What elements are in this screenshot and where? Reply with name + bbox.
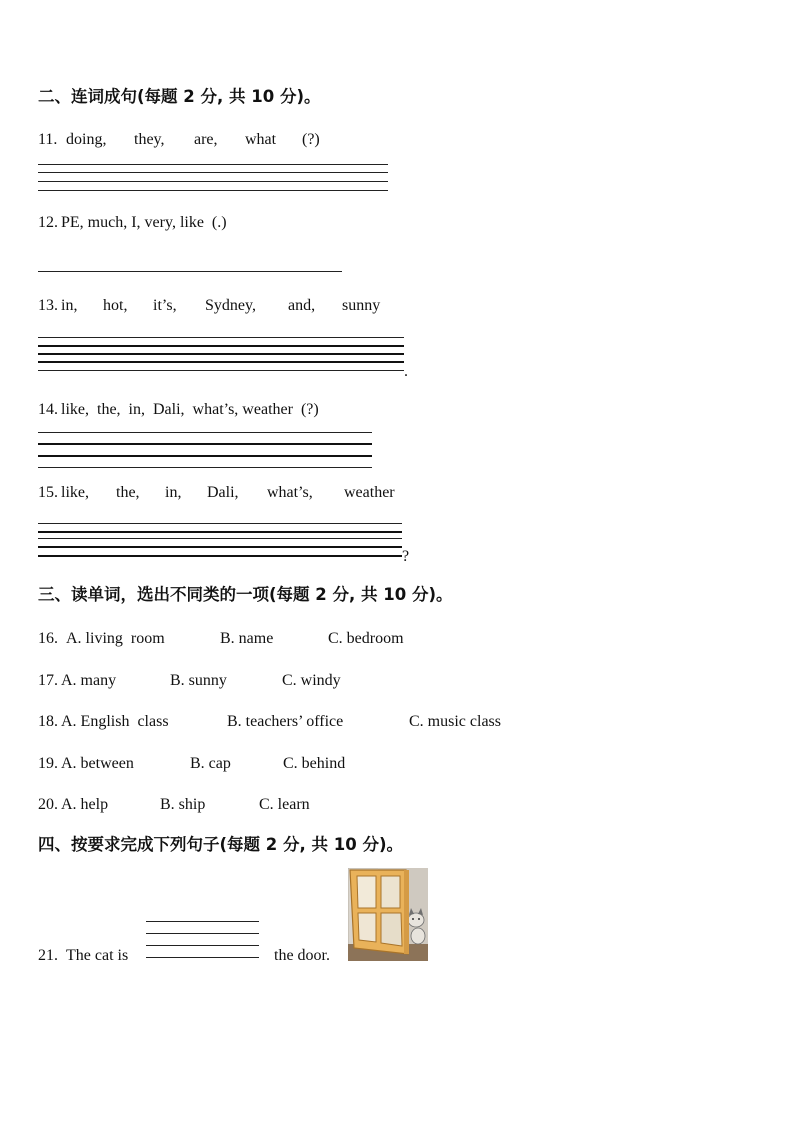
word: and, — [288, 297, 316, 314]
answer-line[interactable] — [38, 523, 402, 524]
option-a[interactable]: A. English class — [61, 713, 169, 730]
sentence-end: the door. — [274, 947, 330, 964]
answer-line[interactable] — [38, 538, 402, 539]
option-b[interactable]: B. cap — [190, 755, 231, 772]
word: in, — [61, 297, 78, 314]
answer-line[interactable] — [38, 271, 342, 272]
option-a[interactable]: A. help — [61, 796, 109, 813]
question-number: 13. — [38, 297, 58, 314]
section-3-heading: 三、读单词，选出不同类的一项(每题 2 分, 共 10 分)。 — [38, 585, 453, 604]
cat-behind-door-picture — [348, 868, 428, 961]
answer-line[interactable] — [38, 531, 402, 533]
option-b[interactable]: B. name — [220, 630, 274, 647]
answer-line[interactable] — [38, 361, 404, 363]
answer-line[interactable] — [38, 546, 402, 548]
answer-line[interactable] — [38, 555, 402, 557]
section-2-heading: 二、连词成句(每题 2 分, 共 10 分)。 — [38, 87, 321, 106]
answer-line[interactable] — [38, 164, 388, 165]
answer-line[interactable] — [146, 921, 259, 922]
word: Sydney, — [205, 297, 256, 314]
option-b[interactable]: B. teachers’ office — [227, 713, 344, 730]
word: sunny — [342, 297, 381, 314]
sentence-start: The cat is — [66, 947, 129, 964]
option-a[interactable]: A. living room — [66, 630, 165, 647]
question-number: 12. — [38, 214, 58, 231]
answer-line[interactable] — [38, 172, 388, 173]
option-b[interactable]: B. ship — [160, 796, 206, 813]
question-words: PE, much, I, very, like (.) — [61, 214, 227, 231]
answer-line[interactable] — [38, 443, 372, 445]
word: it’s, — [153, 297, 177, 314]
door-icon — [350, 870, 409, 954]
question-number: 14. — [38, 401, 58, 418]
answer-line[interactable] — [38, 370, 404, 371]
word: in, — [165, 484, 182, 501]
answer-line[interactable] — [38, 181, 388, 182]
question-number: 11. — [38, 131, 58, 148]
word: Dali, — [207, 484, 239, 501]
option-c[interactable]: C. behind — [283, 755, 346, 772]
word: like, — [61, 484, 89, 501]
word: they, — [134, 131, 165, 148]
answer-line[interactable] — [38, 455, 372, 457]
answer-line[interactable] — [38, 345, 404, 347]
word: the, — [116, 484, 140, 501]
word: what’s, — [267, 484, 313, 501]
answer-line[interactable] — [146, 957, 259, 958]
question-words: like, the, in, Dali, what’s, weather (?) — [61, 401, 319, 418]
answer-line[interactable] — [146, 933, 259, 934]
end-punctuation: . — [404, 363, 408, 380]
answer-line[interactable] — [38, 190, 388, 191]
answer-line[interactable] — [38, 337, 404, 338]
word: weather — [344, 484, 395, 501]
option-c[interactable]: C. bedroom — [328, 630, 404, 647]
end-punctuation: ? — [402, 548, 410, 565]
word: doing, — [66, 131, 107, 148]
word: are, — [194, 131, 218, 148]
answer-line[interactable] — [146, 945, 259, 946]
question-number: 21. — [38, 947, 58, 964]
question-number: 18. — [38, 713, 58, 730]
option-a[interactable]: A. many — [61, 672, 117, 689]
option-c[interactable]: C. music class — [409, 713, 501, 730]
question-number: 15. — [38, 484, 58, 501]
option-a[interactable]: A. between — [61, 755, 134, 772]
question-number: 17. — [38, 672, 58, 689]
section-4-heading: 四、按要求完成下列句子(每题 2 分, 共 10 分)。 — [38, 835, 404, 854]
question-number: 16. — [38, 630, 58, 647]
word: what — [245, 131, 277, 148]
option-c[interactable]: C. windy — [282, 672, 341, 689]
option-c[interactable]: C. learn — [259, 796, 310, 813]
answer-line[interactable] — [38, 432, 372, 433]
answer-line[interactable] — [38, 353, 404, 355]
end-punctuation: (?) — [302, 131, 320, 148]
option-b[interactable]: B. sunny — [170, 672, 227, 689]
word: hot, — [103, 297, 128, 314]
answer-line[interactable] — [38, 467, 372, 468]
question-number: 20. — [38, 796, 58, 813]
question-number: 19. — [38, 755, 58, 772]
